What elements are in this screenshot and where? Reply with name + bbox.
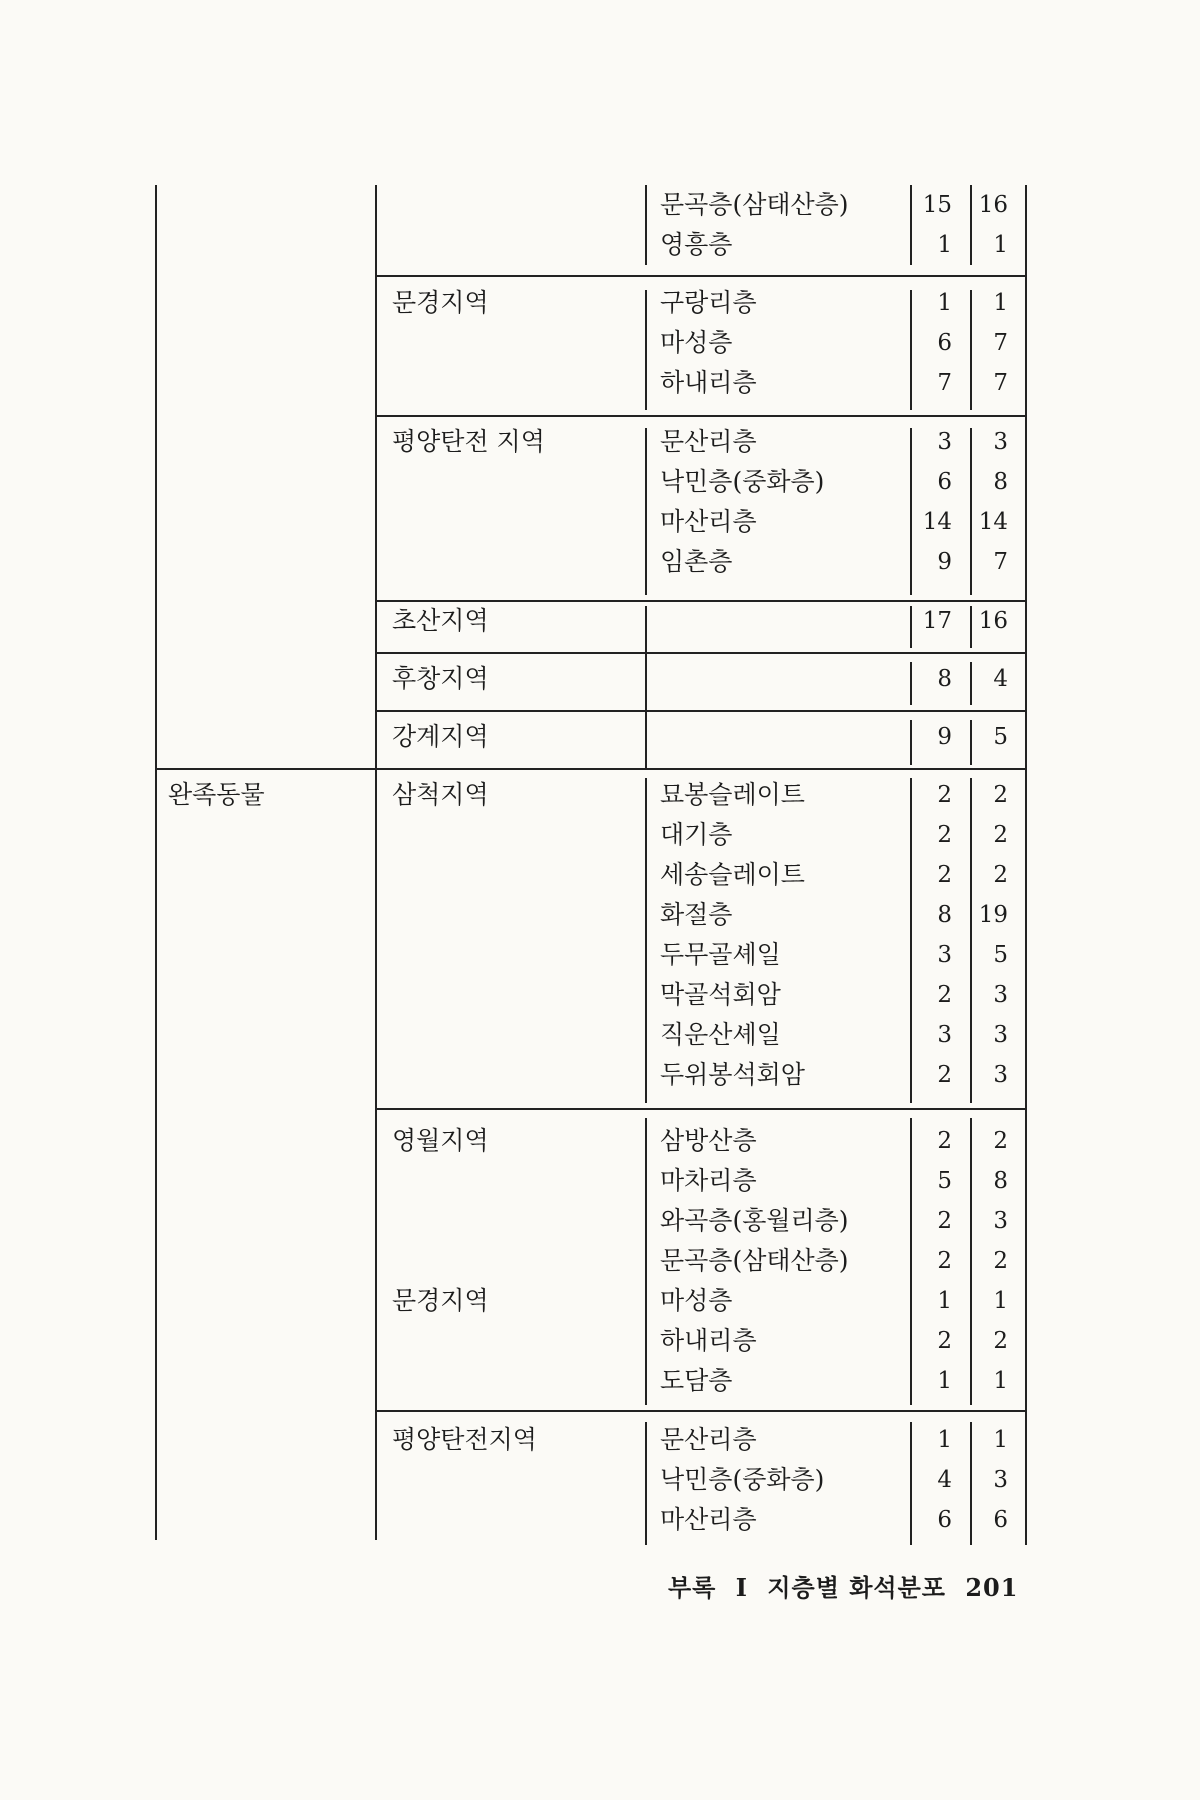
region-label: 문경지역 — [392, 1286, 489, 1315]
count-col-2: 16 — [978, 608, 1008, 634]
footer-numeral: I — [735, 1573, 748, 1602]
column-rule — [970, 1118, 972, 1405]
count-col-1: 4 — [937, 1467, 952, 1493]
formation-label: 낙민층(중화층) — [660, 467, 825, 496]
count-col-1: 1 — [937, 1288, 952, 1314]
formation-label: 대기층 — [660, 820, 733, 849]
column-rule — [970, 662, 972, 705]
formation-label: 마성층 — [660, 1286, 733, 1315]
count-col-2: 3 — [993, 1022, 1008, 1048]
count-col-1: 1 — [937, 1368, 952, 1394]
count-col-2: 1 — [993, 1368, 1008, 1394]
count-col-2: 7 — [993, 549, 1008, 575]
count-col-2: 16 — [978, 192, 1008, 218]
column-rule — [970, 778, 972, 1103]
formation-label: 임촌층 — [660, 547, 733, 576]
count-col-2: 2 — [993, 1248, 1008, 1274]
column-rule — [645, 710, 647, 768]
column-rule — [970, 1422, 972, 1545]
formation-label: 하내리층 — [660, 1326, 757, 1355]
formation-label: 구랑리층 — [660, 288, 757, 317]
column-rule — [970, 428, 972, 595]
formation-label: 두위봉석회암 — [660, 1060, 805, 1089]
formation-label: 하내리층 — [660, 368, 757, 397]
count-col-1: 6 — [937, 1507, 952, 1533]
count-col-2: 3 — [993, 982, 1008, 1008]
formation-label: 마산리층 — [660, 1505, 757, 1534]
column-rule — [910, 606, 912, 648]
count-col-2: 8 — [993, 469, 1008, 495]
formation-label: 도담층 — [660, 1366, 733, 1395]
count-col-1: 8 — [937, 902, 952, 928]
page-footer — [668, 1568, 1028, 1603]
count-col-2: 7 — [993, 330, 1008, 356]
count-col-2: 2 — [993, 822, 1008, 848]
formation-label: 마산리층 — [660, 507, 757, 536]
formation-label: 묘봉슬레이트 — [660, 780, 805, 809]
page-number: 201 — [965, 1573, 1019, 1602]
count-col-1: 1 — [937, 232, 952, 258]
column-rule — [910, 1118, 912, 1405]
column-rule — [645, 778, 647, 1103]
count-col-2: 1 — [993, 232, 1008, 258]
column-rule — [645, 428, 647, 595]
formation-label: 화절층 — [660, 900, 733, 929]
region-label: 강계지역 — [392, 722, 489, 751]
column-rule — [910, 778, 912, 1103]
count-col-2: 7 — [993, 370, 1008, 396]
row-rule — [375, 710, 1025, 712]
footer-title: 지층별 화석분포 — [767, 1573, 946, 1602]
count-col-1: 3 — [937, 1022, 952, 1048]
formation-label: 영흥층 — [660, 230, 733, 259]
count-col-1: 2 — [937, 782, 952, 808]
column-rule — [970, 290, 972, 410]
column-rule — [910, 185, 912, 265]
region-label: 문경지역 — [392, 288, 489, 317]
column-rule — [1025, 185, 1027, 1545]
region-label: 후창지역 — [392, 664, 489, 693]
count-col-1: 6 — [937, 469, 952, 495]
count-col-2: 19 — [978, 902, 1008, 928]
formation-label: 두무골셰일 — [660, 940, 781, 969]
count-col-2: 4 — [993, 666, 1008, 692]
formation-label: 문곡층(삼태산층) — [660, 1246, 849, 1275]
count-col-1: 2 — [937, 1328, 952, 1354]
region-label: 평양탄전 지역 — [392, 427, 545, 456]
count-col-1: 9 — [937, 724, 952, 750]
count-col-2: 5 — [993, 942, 1008, 968]
row-rule — [375, 600, 1025, 602]
count-col-1: 2 — [937, 862, 952, 888]
formation-label: 문산리층 — [660, 1425, 757, 1454]
count-col-2: 2 — [993, 1328, 1008, 1354]
count-col-1: 1 — [937, 1427, 952, 1453]
count-col-1: 2 — [937, 1128, 952, 1154]
region-label: 초산지역 — [392, 606, 489, 635]
formation-label: 와곡층(홍월리층) — [660, 1206, 849, 1235]
count-col-2: 5 — [993, 724, 1008, 750]
count-col-1: 9 — [937, 549, 952, 575]
formation-label: 막골석회암 — [660, 980, 781, 1009]
formation-label: 세송슬레이트 — [660, 860, 805, 889]
count-col-2: 3 — [993, 1062, 1008, 1088]
column-rule — [910, 1422, 912, 1545]
count-col-1: 3 — [937, 429, 952, 455]
count-col-1: 7 — [937, 370, 952, 396]
column-rule — [910, 720, 912, 765]
column-rule — [970, 720, 972, 765]
formation-label: 마차리층 — [660, 1166, 757, 1195]
count-col-1: 2 — [937, 1062, 952, 1088]
column-rule — [645, 185, 647, 265]
count-col-2: 8 — [993, 1168, 1008, 1194]
column-rule — [155, 185, 157, 1540]
row-rule — [155, 768, 1025, 770]
row-rule — [375, 275, 1025, 277]
row-rule — [375, 415, 1025, 417]
count-col-2: 6 — [993, 1507, 1008, 1533]
count-col-1: 2 — [937, 982, 952, 1008]
group-label: 완족동물 — [168, 780, 265, 809]
formation-label: 문곡층(삼태산층) — [660, 190, 849, 219]
count-col-1: 6 — [937, 330, 952, 356]
region-label: 평양탄전지역 — [392, 1425, 537, 1454]
column-rule — [645, 290, 647, 410]
column-rule — [970, 185, 972, 265]
count-col-2: 3 — [993, 1467, 1008, 1493]
row-rule — [375, 1410, 1025, 1412]
count-col-2: 2 — [993, 782, 1008, 808]
formation-label: 마성층 — [660, 328, 733, 357]
count-col-2: 14 — [978, 509, 1008, 535]
formation-label: 삼방산층 — [660, 1126, 757, 1155]
count-col-2: 3 — [993, 1208, 1008, 1234]
column-rule — [375, 185, 377, 1540]
count-col-1: 5 — [937, 1168, 952, 1194]
footer-section: 부록 — [668, 1573, 717, 1602]
count-col-1: 14 — [922, 509, 952, 535]
count-col-1: 8 — [937, 666, 952, 692]
formation-label: 직운산셰일 — [660, 1020, 781, 1049]
region-label: 영월지역 — [392, 1126, 489, 1155]
count-col-2: 3 — [993, 429, 1008, 455]
count-col-1: 3 — [937, 942, 952, 968]
column-rule — [910, 662, 912, 705]
count-col-2: 1 — [993, 290, 1008, 316]
count-col-1: 17 — [922, 608, 952, 634]
count-col-1: 2 — [937, 822, 952, 848]
count-col-2: 2 — [993, 862, 1008, 888]
count-col-2: 1 — [993, 1427, 1008, 1453]
count-col-1: 2 — [937, 1248, 952, 1274]
formation-label: 낙민층(중화층) — [660, 1465, 825, 1494]
region-label: 삼척지역 — [392, 780, 489, 809]
count-col-1: 2 — [937, 1208, 952, 1234]
column-rule — [910, 428, 912, 595]
row-rule — [375, 1108, 1025, 1110]
count-col-1: 1 — [937, 290, 952, 316]
column-rule — [645, 1422, 647, 1545]
column-rule — [645, 1118, 647, 1405]
column-rule — [910, 290, 912, 410]
count-col-1: 15 — [922, 192, 952, 218]
count-col-2: 2 — [993, 1128, 1008, 1154]
column-rule — [970, 606, 972, 648]
row-rule — [375, 652, 1025, 654]
count-col-2: 1 — [993, 1288, 1008, 1314]
formation-label: 문산리층 — [660, 427, 757, 456]
